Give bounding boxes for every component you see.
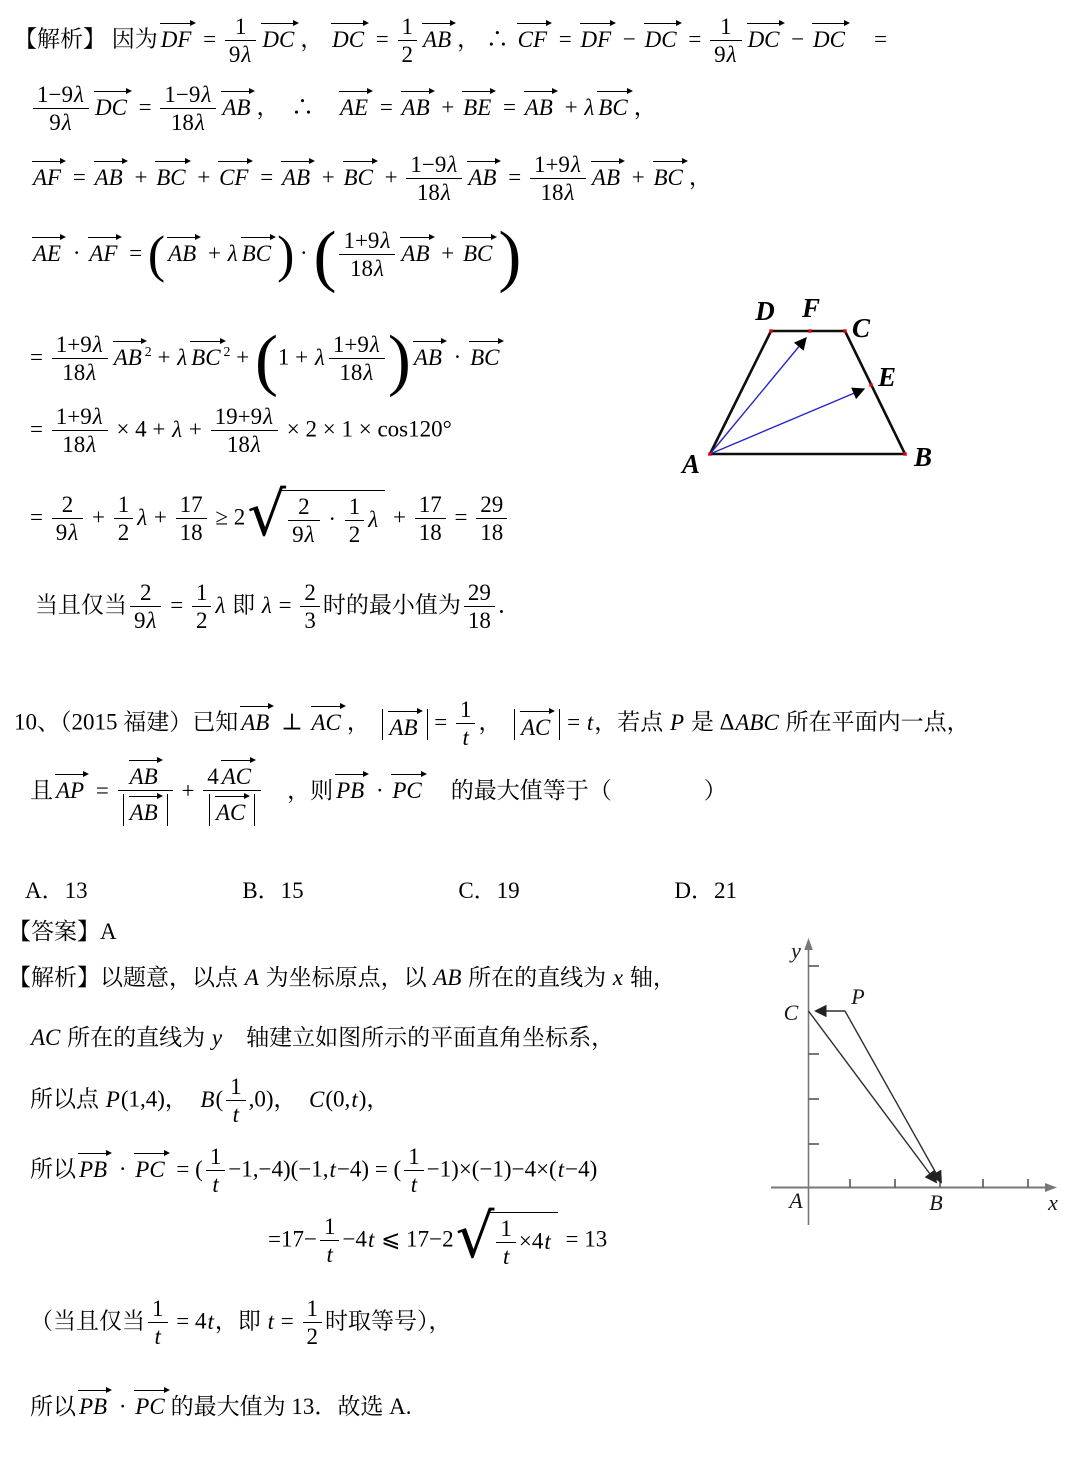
q10-answer: 【答案】A [8,919,117,944]
q10-stem-line-1: 10、（2015 福建）已知 AB ⊥ AC ， AB = $\frac{1}{t}$ ， AC = t，若点 P 是 ΔABC 所在平面内一点， [14,697,970,751]
solution10-line-7: 所以 PB · PC 的最大值为 13．故选 A. [30,1388,412,1422]
solution10-line-4: 所以 PB · PC = ( $\frac{1}{t}$ −1,−4)(−1,t−4) = ( $\frac{1}{t}$ −1)×(−1)−4×(t−4) [30,1144,598,1198]
vector-AE-arrow [710,389,864,454]
solution9-line-8: 当且仅当 $\frac{2}{9\lambda}$ = $\frac{1}{2}$ λ 即 λ = $\frac{2}{3}$ 时的最小值为 $\frac{29}{18}$ ． [35,580,521,634]
axis-label-A: A [789,1188,803,1213]
label-D: D [755,296,775,326]
axis-label-x: x [1048,1190,1058,1215]
solution10-line-6: （当且仅当 $\frac{1}{t}$ = 4t，即 t = $\frac{1}{2}$ 时取等号）， [30,1296,452,1350]
label-A: A [681,449,701,479]
solution9-line-7: = $\frac{2}{9\lambda}$ + $\frac{1}{2}$ λ + $\frac{17}{18}$ ≥ 2 √ $\frac{2}{9\lambda}$ · $\frac{1}{2}$ λ + $\frac{17}{18}$ = $\frac{29}{18}$ [30,490,510,549]
point-A [708,452,711,455]
point-E [869,383,872,386]
trapezoid-figure [678,293,948,488]
q10-stem-line-2: 且 AP = $\frac{AB}{AB}$ + $\frac{4 AC}{AC}$ ，则 PB · PC 的最大值等于（ ） [30,758,727,828]
solution9-line-3: AF = AB + BC + CF = AB + BC + $\frac{1-9\lambda}{18\lambda}$ AB = $\frac{1+9\lambda}{18\lambda}$ AB + BC ， [33,152,712,206]
label-B: B [913,442,933,472]
solution10-line-3: 所以点 P(1,4)， B( $\frac{1}{t}$ ,0)， C(0,t)， [30,1074,390,1128]
label-E: E [877,362,897,392]
label-F: F [801,293,821,323]
point-C [843,329,846,332]
axes-figure [763,933,1069,1238]
trapezoid-outline [710,331,905,454]
solution10-line-2: AC 所在的直线为 y 轴建立如图所示的平面直角坐标系， [31,1025,615,1050]
q10-choice-d: D．21 [674,878,737,903]
y-axis-arrowhead [804,938,813,950]
q10-choice-a: A．13 [25,878,88,903]
point-B [903,452,906,455]
axis-label-C: C [783,1000,799,1025]
point-F [808,329,811,332]
segment-CB-arrow [809,1011,937,1182]
solution10-line-1: 【解析】以题意，以点 A 为坐标原点，以 AB 所在的直线为 x 轴， [8,965,676,990]
segment-PB-arrow [845,1011,941,1182]
q10-choice-c: C．19 [458,878,520,903]
solution10-line-5: =17− $\frac{1}{t}$ −4t ⩽ 17−2 √ $\frac{1}{t}$ ×4t = 13 [268,1201,608,1272]
label-C: C [851,313,871,343]
solution9-line-5: = $\frac{1+9\lambda}{18\lambda}$ AB $^2$ + λ BC $^2$ + (1 + λ $\frac{1+9\lambda}{18\lambda}$ ) AB · BC [30,332,505,387]
solution9-line-4: AE · AF = ( AB + λ BC ) · ( $\frac{1+9\lambda}{18\lambda}$ AB + BC) [33,217,522,294]
q10-choice-b: B．15 [242,878,304,903]
solution9-line-2: $\frac{1-9\lambda}{9\lambda}$ DC = $\frac{1-9\lambda}{18\lambda}$ AB ， ∴ AE = AB + BE = AB + λ BC ， [30,82,657,137]
axis-label-P: P [851,984,865,1009]
axis-label-B: B [929,1190,943,1215]
solution9-line-1: 【解析】 因为 DF = $\frac{1}{9\lambda}$ DC ， DC = $\frac{1}{2}$ AB ， ∴ CF = DF − DC = $\frac{1}{9\lambda}$ DC − DC = [14,14,887,68]
point-D [769,329,772,332]
q10-choices-row [25,872,737,905]
axis-label-y: y [791,938,801,963]
solution9-line-6: = $\frac{1+9\lambda}{18\lambda}$ × 4 + λ + $\frac{19+9\lambda}{18\lambda}$ × 2 × 1 × cos120° [30,404,452,458]
